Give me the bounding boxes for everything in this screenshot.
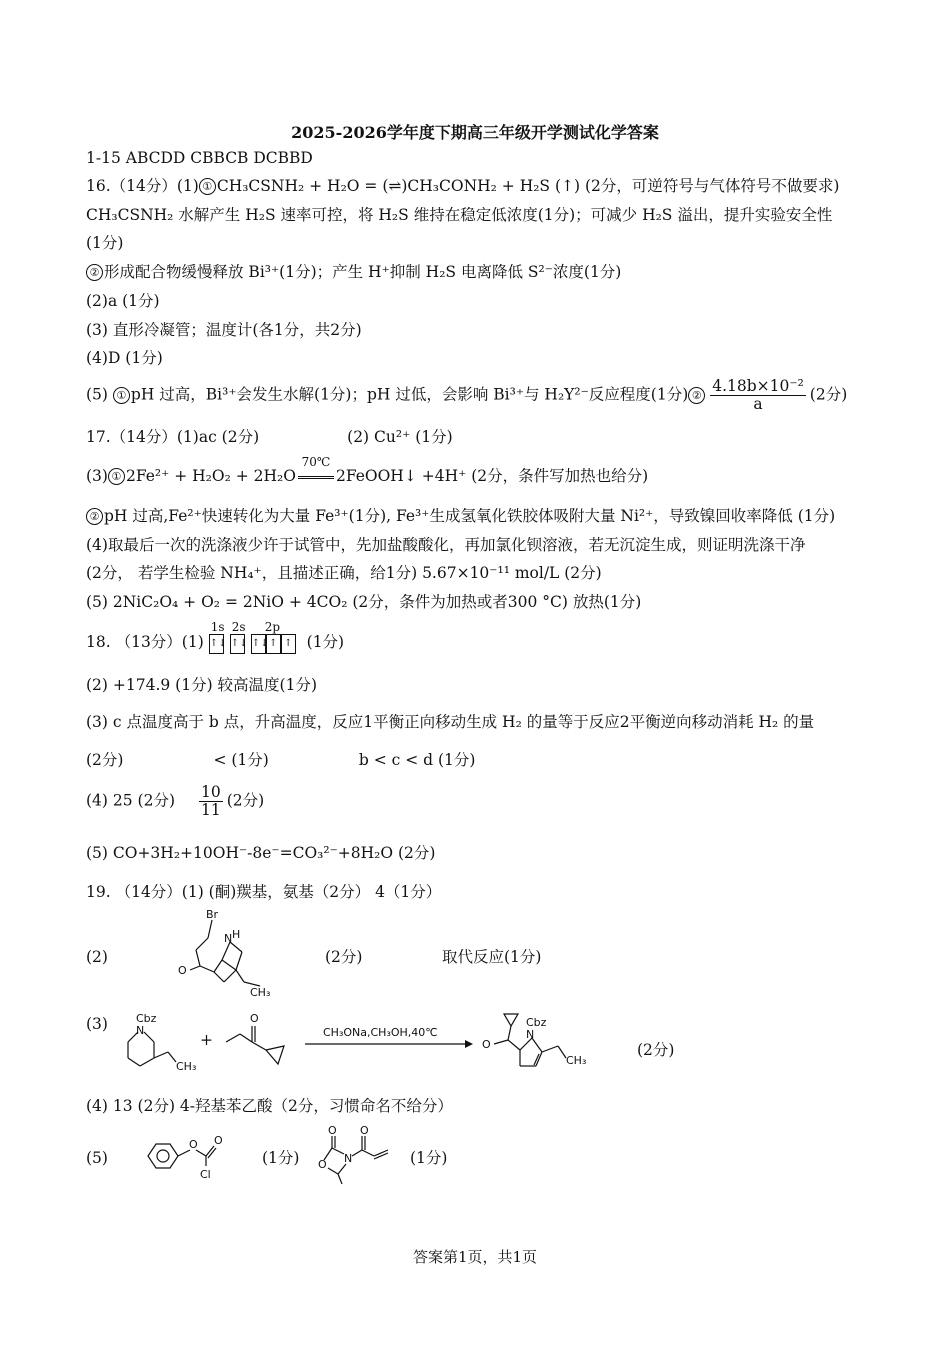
orbital-label: 1s xyxy=(210,619,225,634)
chlorine-label: Cl xyxy=(200,1168,211,1181)
q19-part-5-score-2: (1分) xyxy=(410,1149,448,1167)
fraction-numerator: 4.18b×10⁻² xyxy=(712,377,804,395)
page-title: 2025-2026学年度下期高三年级开学测试化学答案 xyxy=(291,123,659,142)
q16-line-1 xyxy=(86,176,839,196)
q17-part-5: (5) 2NiC₂O₄ + O₂ = 2NiO + 4CO₂ (2分，条件为加热或者300 °C) 放热(1分) xyxy=(86,593,642,611)
orbital-box: ↑ xyxy=(281,634,296,654)
circled-1: ① xyxy=(108,468,125,485)
q17-equation-right: 2FeOOH↓ +4H⁺ (2分，条件写加热也给分) xyxy=(335,467,649,485)
q16-part-4: (4)D (1分) xyxy=(86,349,163,367)
cbz-label: Cbz xyxy=(136,1012,157,1025)
reaction-conditions: CH₃ONa,CH₃OH,40℃ xyxy=(323,1026,438,1039)
q17-line-1 xyxy=(86,427,453,447)
reaction-condition xyxy=(296,455,336,486)
product-structure-3 xyxy=(480,1008,590,1076)
page-footer: 答案第1页，共1页 xyxy=(412,1248,538,1266)
reactant-enone-structure xyxy=(222,1012,302,1072)
circled-2: ② xyxy=(86,264,103,281)
q16-line-2: CH₃CSNH₂ 水解产生 H₂S 速率可控，将 H₂S 维持在稳定低浓度(1分)；可减少 H₂S 溢出，提升实验安全性 xyxy=(86,206,833,224)
oxygen-label: O xyxy=(178,964,187,977)
q17-part-3-label: (3) xyxy=(86,467,108,485)
orbital-2p xyxy=(251,619,296,654)
oxygen-label: O xyxy=(482,1038,491,1051)
q18-part-1-label: 18. （13分）(1) xyxy=(86,633,204,651)
q18-part-1-score: (1分) xyxy=(306,633,345,651)
q16-reason: 形成配合物缓慢释放 Bi³⁺(1分)；产生 H⁺抑制 H₂S 电离降低 S²⁻浓度(1分) xyxy=(104,263,622,281)
oxygen-label: O xyxy=(328,1124,337,1137)
fraction-numerator: 10 xyxy=(201,783,221,801)
q18-part-4-score: (2分) xyxy=(226,791,265,810)
nitrogen-label: N xyxy=(136,1024,145,1037)
reactant-pyridine-structure xyxy=(118,1012,198,1072)
q16-part-5 xyxy=(86,378,847,413)
q18-part-3-cont xyxy=(86,750,475,770)
reaction-arrow xyxy=(305,1020,475,1050)
q19-part-3-score: (2分) xyxy=(637,1041,675,1059)
multiple-choice-answers: 1-15 ABCDD CBBCB DCBBD xyxy=(86,149,313,167)
circled-2: ② xyxy=(688,387,705,404)
oxazolidinone-structure xyxy=(316,1124,416,1186)
q16-line-4 xyxy=(86,262,621,282)
oxygen-label: O xyxy=(250,1012,259,1025)
q19-part-3-label: (3) xyxy=(86,1015,108,1033)
circled-2: ② xyxy=(86,508,103,525)
nitrogen-label: N xyxy=(224,932,233,945)
q16-part-5-label: (5) xyxy=(86,385,108,404)
q16-part-5-text: pH 过高，Bi³⁺会发生水解(1分)；pH 过低，会影响 Bi³⁺与 H₂Y²⁻反应程度(1分) xyxy=(130,385,689,404)
q18-part-4 xyxy=(86,784,264,819)
q18-fraction xyxy=(199,784,223,819)
q18-part-4-text: (4) 25 (2分) xyxy=(86,791,175,810)
q16-part-5-score: (2分) xyxy=(809,385,848,404)
q16-fraction xyxy=(710,378,806,413)
condition-text: 70℃ xyxy=(301,455,331,469)
oxygen-label: O xyxy=(318,1158,327,1171)
q17-line-3 xyxy=(86,506,835,526)
nitrogen-label: N xyxy=(526,1028,535,1041)
methyl-label: CH₃ xyxy=(250,986,271,999)
q16-line-3: (1分) xyxy=(86,234,124,252)
fraction-denominator: a xyxy=(753,395,763,413)
orbital-2s xyxy=(230,619,248,654)
orbital-box: ↑↓ xyxy=(230,634,245,654)
q18-part-3: (3) c 点温度高于 b 点，升高温度，反应1平衡正向移动生成 H₂ 的量等于反应2平衡逆向移动消耗 H₂ 的量 xyxy=(86,713,815,731)
q16-equation: CH₃CSNH₂ + H₂O = (⇌)CH₃CONH₂ + H₂S (↑) (2分，可逆符号与气体符号不做要求) xyxy=(216,177,840,195)
q16-header: 16.（14分）(1) xyxy=(86,177,199,195)
q17-part-1: 17.（14分）(1)ac (2分) xyxy=(86,428,260,446)
orbital-label: 2s xyxy=(231,619,246,634)
orbital-box: ↑↓ xyxy=(251,634,266,654)
q18-part-5: (5) CO+3H₂+10OH⁻-8e⁻=CO₃²⁻+8H₂O (2分) xyxy=(86,844,436,862)
cbz-label: Cbz xyxy=(526,1016,547,1029)
phenyl-chloroformate-structure xyxy=(142,1132,242,1182)
product-structure-2 xyxy=(170,910,290,1000)
oxygen-label: O xyxy=(360,1124,369,1137)
q19-part-5-score-1: (1分) xyxy=(262,1149,300,1167)
q18-part-2: (2) +174.9 (1分) 较高温度(1分) xyxy=(86,676,318,694)
q17-part-2: (2) Cu²⁺ (1分) xyxy=(347,428,453,446)
q16-part-2: (2)a (1分) xyxy=(86,292,160,310)
q19-part-2-label: (2) xyxy=(86,948,108,966)
methyl-label: CH₃ xyxy=(566,1054,587,1067)
hydrogen-label: H xyxy=(232,928,241,941)
q19-part-1: 19. （14分）(1) (酮)羰基，氨基（2分） 4（1分） xyxy=(86,883,442,901)
q17-reason: pH 过高,Fe²⁺快速转化为大量 Fe³⁺(1分), Fe³⁺生成氢氧化铁胶体吸附大量 Ni²⁺，导致镍回收率降低 (1分) xyxy=(104,507,836,525)
q18-compare: < (1分) xyxy=(213,751,269,769)
fraction-denominator: 11 xyxy=(201,801,221,819)
orbital-box: ↑ xyxy=(266,634,281,654)
methyl-label: CH₃ xyxy=(176,1060,197,1073)
q18-line-1 xyxy=(86,619,345,654)
plus-sign: + xyxy=(200,1031,213,1049)
q17-part-4: (4)取最后一次的洗涤液少许于试管中，先加盐酸酸化，再加氯化钡溶液，若无沉淀生成，则证明洗涤干净 xyxy=(86,536,806,554)
q19-part-2-reaction: 取代反应(1分) xyxy=(442,948,542,966)
orbital-1s xyxy=(209,619,227,654)
q19-part-5-label: (5) xyxy=(86,1149,108,1167)
oxygen-label: O xyxy=(189,1138,198,1151)
orbital-box: ↑↓ xyxy=(209,634,224,654)
q17-line-2 xyxy=(86,455,649,486)
bromine-label: Br xyxy=(206,908,219,921)
q18-order: b < c < d (1分) xyxy=(358,751,476,769)
circled-1: ① xyxy=(113,387,130,404)
q19-part-2-score: (2分) xyxy=(325,948,363,966)
circled-1: ① xyxy=(199,178,216,195)
q17-equation-left: 2Fe²⁺ + H₂O₂ + 2H₂O xyxy=(125,467,296,485)
orbital-label: 2p xyxy=(264,619,281,634)
q19-part-4: (4) 13 (2分) 4-羟基苯乙酸（2分，习惯命名不给分） xyxy=(86,1097,453,1115)
q17-part-4-cont: (2分， 若学生检验 NH₄⁺，且描述正确，给1分) 5.67×10⁻¹¹ mol/L (2分) xyxy=(86,564,602,582)
q16-part-3: (3) 直形冷凝管；温度计(各1分，共2分) xyxy=(86,321,362,339)
oxygen-label: O xyxy=(214,1134,223,1147)
q18-score: (2分) xyxy=(86,751,124,769)
nitrogen-label: N xyxy=(344,1152,353,1165)
